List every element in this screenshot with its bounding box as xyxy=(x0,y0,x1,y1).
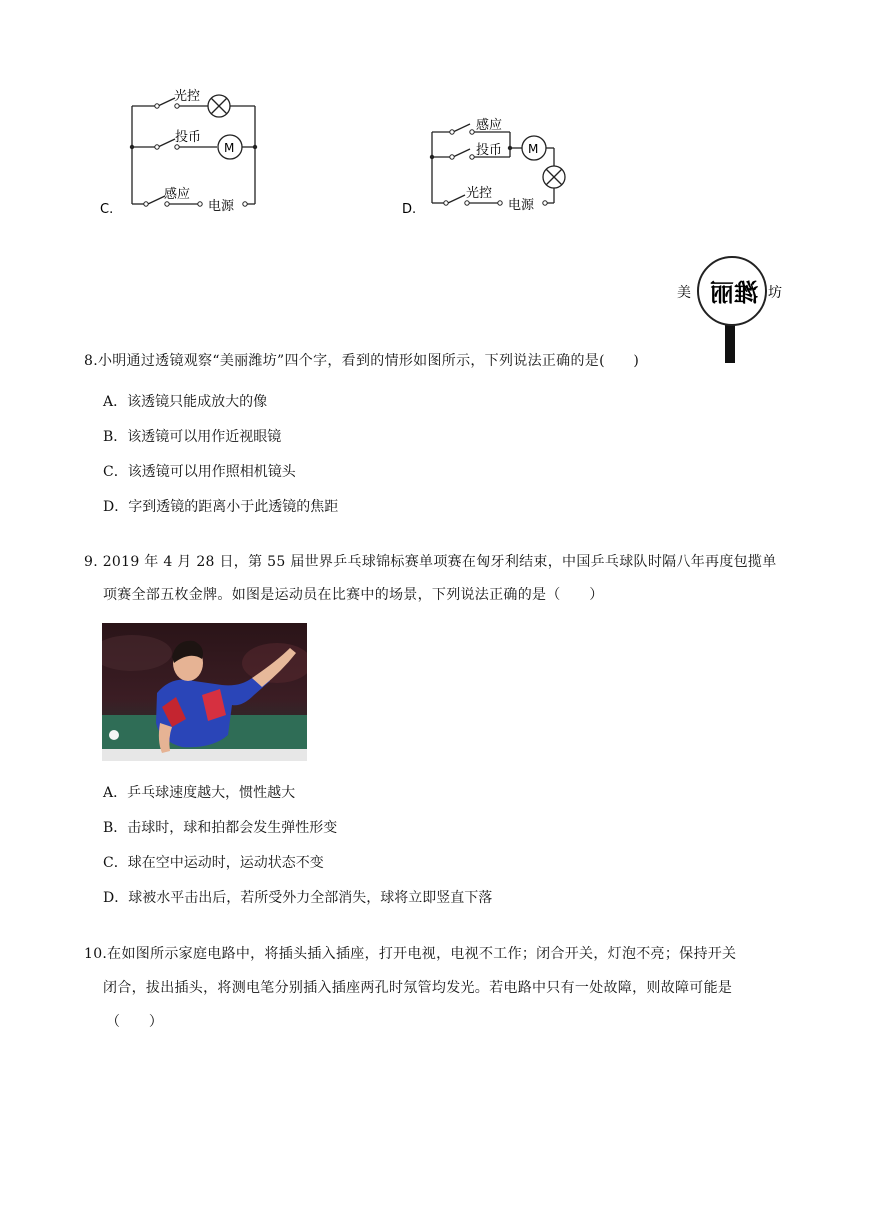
q8-option-a: A．该透镜只能成放大的像 xyxy=(103,394,268,410)
magnified-mirrored-text: 潍丽 xyxy=(710,279,758,307)
q9-option-c: C．球在空中运动时，运动状态不变 xyxy=(103,855,324,871)
q9-option-a: A．乒乓球速度越大，惯性越大 xyxy=(103,785,296,801)
q8-option-d: D．字到透镜的距离小于此透镜的焦距 xyxy=(103,499,339,515)
power-label: 电源 xyxy=(208,199,235,214)
circuit-diagram-d xyxy=(400,110,580,220)
question-8-stem: 8.小明通过透镜观察“美丽潍坊”四个字，看到的情形如图所示，下列说法正确的是( ) xyxy=(84,353,640,369)
switch-label-sense: 感应 xyxy=(164,187,191,202)
outside-char-left: 美 xyxy=(677,285,691,301)
question-10-stem-line2: 闭合，拔出插头，将测电笔分别插入插座两孔时氖管均发光。若电路中只有一处故障，则故障可能是 xyxy=(103,980,733,996)
q9-option-d: D．球被水平击出后，若所受外力全部消失，球将立即竖直下落 xyxy=(103,890,493,906)
q8-option-c: C．该透镜可以用作照相机镜头 xyxy=(103,464,296,480)
motor-symbol: M xyxy=(224,141,235,155)
motor-symbol: M xyxy=(528,142,539,156)
question-9-stem-line2: 项赛全部五枚金牌。如图是运动员在比赛中的场景，下列说法正确的是（ ） xyxy=(103,587,604,603)
q8-option-b: B．该透镜可以用作近视眼镜 xyxy=(103,429,282,445)
circuit-diagram-c xyxy=(100,80,280,220)
option-label-c: C. xyxy=(100,202,114,217)
switch-label-light: 光控 xyxy=(174,89,201,104)
option-label-d: D. xyxy=(402,202,417,217)
switch-label-coin: 投币 xyxy=(476,143,503,158)
switch-label-sense: 感应 xyxy=(476,118,503,133)
switch-label-light: 光控 xyxy=(466,186,493,201)
question-10-stem-line3: （ ） xyxy=(106,1014,164,1030)
table-tennis-photo xyxy=(102,623,307,761)
outside-char-right: 坊 xyxy=(768,285,782,301)
q9-option-b: B．击球时，球和拍都会发生弹性形变 xyxy=(103,820,338,836)
power-label: 电源 xyxy=(508,198,535,213)
question-10-stem-line1: 10.在如图所示家庭电路中，将插头插入插座，打开电视，电视不工作；闭合开关，灯泡不亮；保持开关 xyxy=(84,946,737,962)
switch-label-coin: 投币 xyxy=(175,130,202,145)
question-9-stem-line1: 9. 2019 年 4 月 28 日，第 55 届世界乒乓球锦标赛单项赛在匈牙利结束，中国乒乓球队时隔八年再度包揽单 xyxy=(84,554,777,570)
